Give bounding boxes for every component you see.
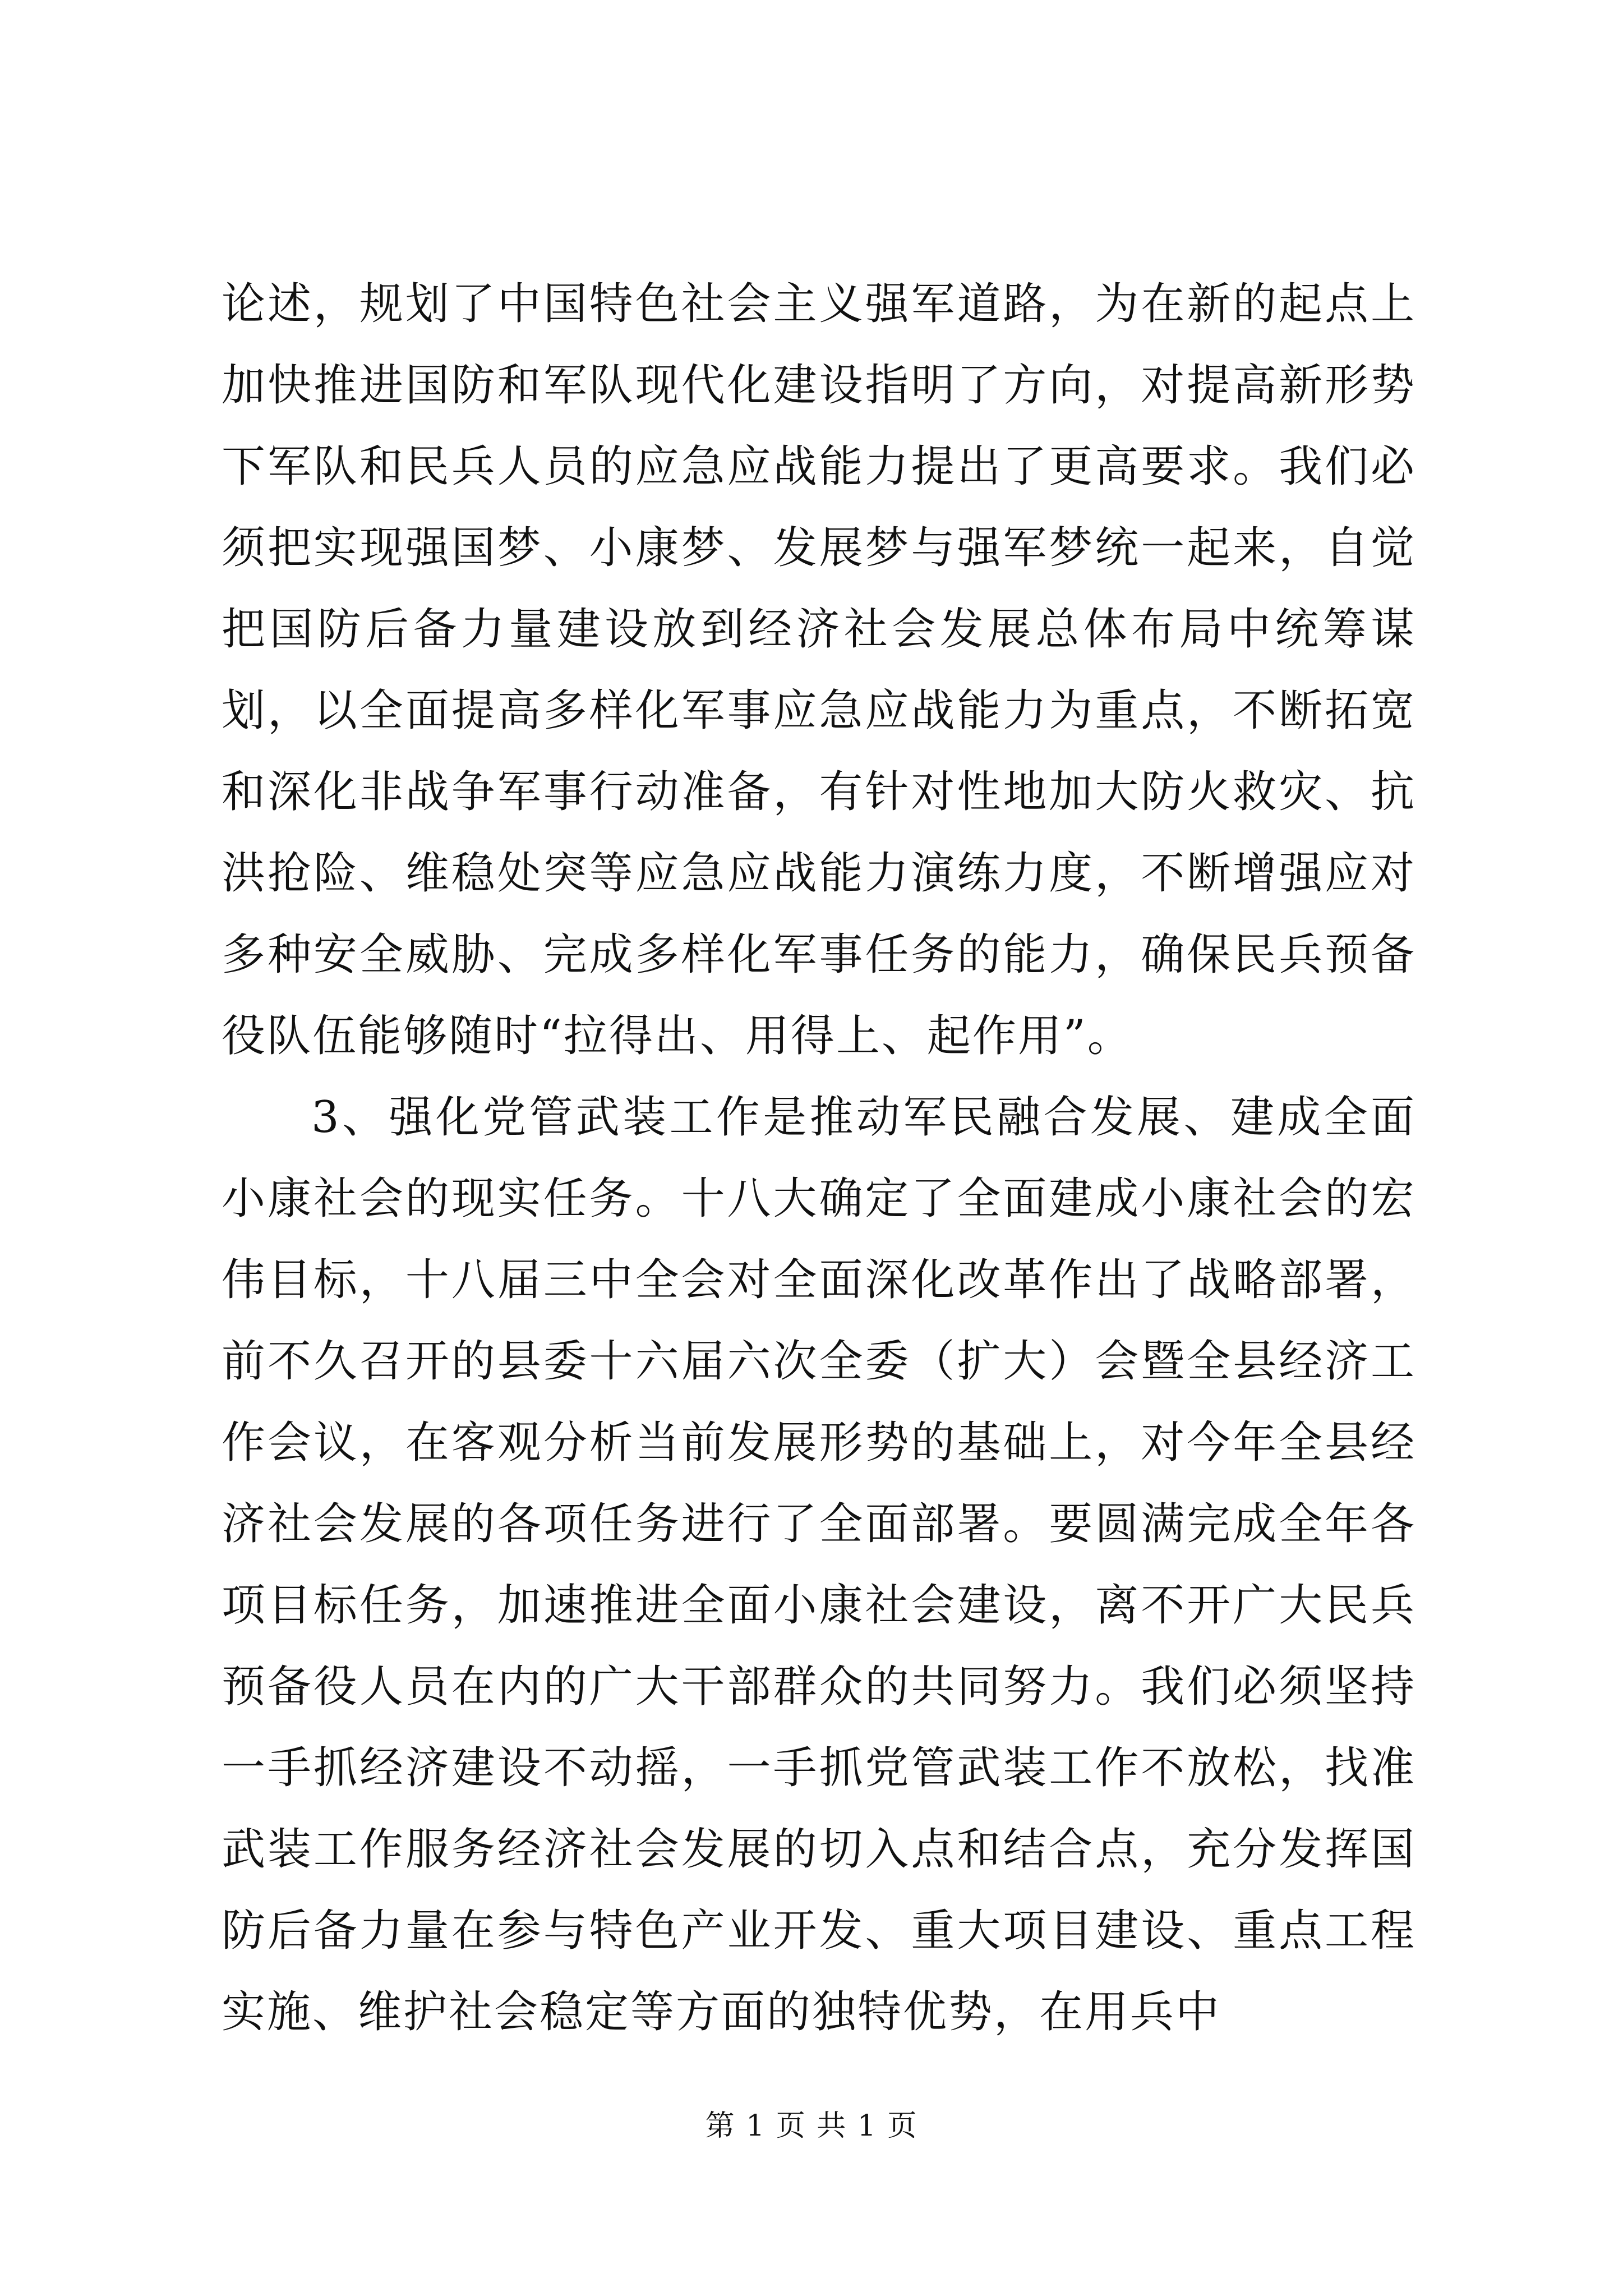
- paragraph-continuation: 论述，规划了中国特色社会主义强军道路，为在新的起点上加快推进国防和军队现代化建设指明了方向，对提高新形势下军队和民兵人员的应急应战能力提出了更高要求。我们必须把实现强国梦、小康梦、发展梦与强军梦统一起来，自觉把国防后备力量建设放到经济社会发展总体布局中统筹谋划，以全面提高多样化军事应急应战能力为重点，不断拓宽和深化非战争军事行动准备，有针对性地加大防火救灾、抗洪抢险、维稳处突等应急应战能力演练力度，不断增强应对多种安全威胁、完成多样化军事任务的能力，确保民兵预备役队伍能够随时“拉得出、用得上、起作用”。: [222, 279, 1416, 1061]
- document-body: [222, 264, 1416, 2053]
- paragraph-section-3: 3、强化党管武装工作是推动军民融合发展、建成全面小康社会的现实任务。十八大确定了全面建成小康社会的宏伟目标，十八届三中全会对全面深化改革作出了战略部署，前不久召开的县委十六届六次全委（扩大）会暨全县经济工作会议，在客观分析当前发展形势的基础上，对今年全县经济社会发展的各项任务进行了全面部署。要圆满完成全年各项目标任务，加速推进全面小康社会建设，离不开广大民兵预备役人员在内的广大干部群众的共同努力。我们必须坚持一手抓经济建设不动摇，一手抓党管武装工作不放松，找准武装工作服务经济社会发展的切入点和结合点，充分发挥国防后备力量在参与特色产业开发、重大项目建设、重点工程实施、维护社会稳定等方面的独特优势，在用兵中: [222, 1092, 1416, 2037]
- page-footer: 第 1 页 共 1 页: [705, 2109, 918, 2143]
